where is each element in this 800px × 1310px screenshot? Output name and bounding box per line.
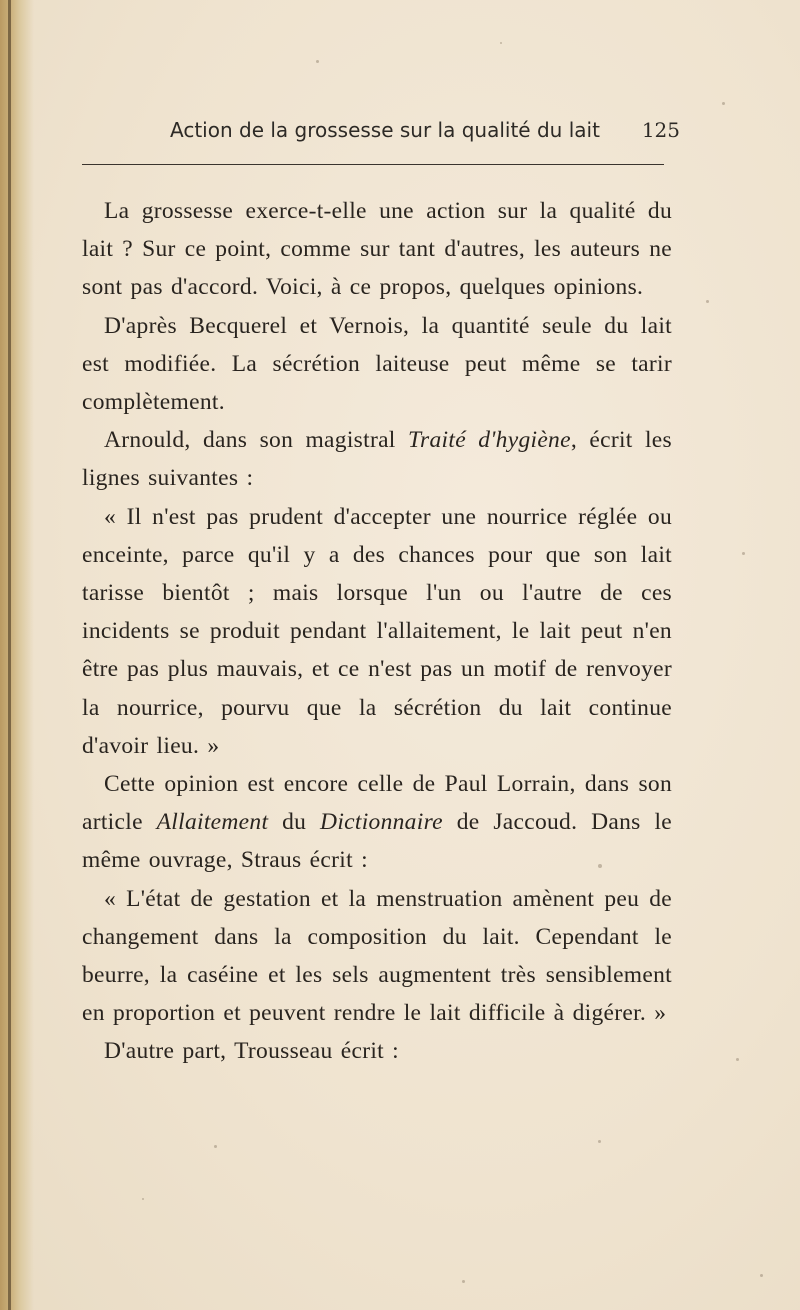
page-number: 125 — [641, 118, 680, 142]
paragraph — [82, 421, 672, 497]
paragraph-text: Arnould, dans son magistral — [104, 427, 408, 454]
paper-speck — [760, 1274, 763, 1277]
paper-speck — [316, 60, 319, 63]
paper-speck — [500, 42, 502, 44]
quotation-paragraph: « L'état de gestation et la menstruation amènent peu de changement dans la composition du lait. Cependant le beurre, la caséine et les sels augmentent très sensiblement en proportion et peuvent rendre le lait difficile à digérer. » — [82, 885, 672, 1027]
paragraph — [82, 307, 672, 422]
paragraph: D'autre part, Trousseau écrit : — [104, 1038, 399, 1065]
paper-speck — [722, 102, 725, 105]
paper-speck — [736, 1058, 739, 1061]
paragraph-text: D'après Becquerel et Vernois, la quantité seule du lait est modifiée. La sécrétion laiteuse peut même se tarir complètement. — [82, 312, 672, 416]
quotation-paragraph: « Il n'est pas prudent d'accepter une nourrice réglée ou enceinte, parce qu'il y a des chances pour que son lait tarisse bientôt ; mais lorsque l'un ou l'autre de ces incidents se produit pendant l'allaitement, le lait peut n'en être pas plus mauvais, et ce n'est pas un motif de renvoyer la nourrice, pourvu que la sécrétion du lait continue d'avoir lieu. » — [82, 503, 672, 759]
paper-speck — [214, 1145, 217, 1148]
paragraph-text: Cette opinion est encore celle de Paul Lorrain, dans son article — [82, 771, 672, 836]
page-binding — [0, 0, 34, 1310]
paragraph-text: du — [268, 809, 321, 836]
paper-speck — [142, 1198, 144, 1200]
article-title: Allaitement — [156, 809, 269, 836]
paragraph-text: de Jaccoud. Dans le même ouvrage, Straus écrit : — [82, 809, 672, 874]
book-title: Traité d'hygiène — [407, 427, 571, 454]
paper-speck — [742, 552, 745, 555]
paragraph — [82, 765, 672, 880]
page-body — [82, 192, 672, 1071]
paper-speck — [598, 1140, 601, 1143]
paragraph: La grossesse exerce-t-elle une action sur la qualité du lait ? Sur ce point, comme sur tant d'autres, les auteurs ne sont pas d'accord. Voici, à ce propos, quelques opinions. — [82, 198, 672, 301]
running-header — [170, 118, 680, 148]
running-header-title: Action de la grossesse sur la qualité du lait — [170, 118, 600, 142]
book-title: Dictionnaire — [320, 809, 443, 836]
paragraph-text: , écrit les lignes suivantes : — [82, 427, 672, 492]
paper-speck — [706, 300, 709, 303]
binding-edge — [8, 0, 11, 1310]
header-rule — [82, 164, 664, 165]
paper-speck — [462, 1280, 465, 1283]
